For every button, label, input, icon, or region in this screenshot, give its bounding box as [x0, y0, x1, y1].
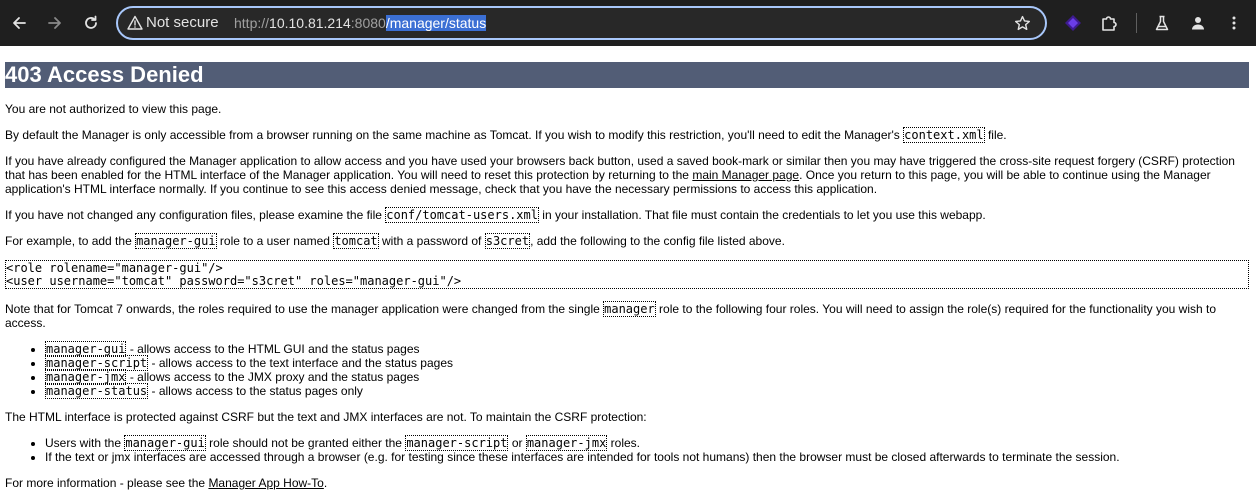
- extensions-menu-button[interactable]: [1097, 11, 1121, 35]
- role-description: - allows access to the text interface and the status pages: [148, 356, 453, 370]
- manager-gui-code: manager-gui: [136, 234, 216, 248]
- security-status-label[interactable]: Not secure: [146, 14, 219, 31]
- role-description: - allows access to the HTML GUI and the status pages: [126, 342, 420, 356]
- role-code: manager-status: [46, 384, 148, 398]
- paragraph-text: , add the following to the config file listed above.: [530, 234, 785, 248]
- address-bar[interactable]: [116, 6, 1047, 40]
- profile-button[interactable]: [1186, 11, 1210, 35]
- purple-extension-icon: [1064, 14, 1082, 32]
- paragraph-text: file.: [984, 128, 1007, 142]
- paragraph-text: with a password of: [378, 234, 485, 248]
- manager-gui-code: manager-gui: [125, 436, 205, 450]
- list-item: • If the text or jmx interfaces are accessed through a browser (e.g. for testing since these interfaces are intended for tools not humans) then the browser must be closed afterwards to terminate the session.: [45, 450, 1245, 464]
- manager-role-code: manager: [604, 302, 655, 316]
- reload-icon: [83, 15, 99, 31]
- paragraph-text: .: [323, 476, 328, 490]
- url-text[interactable]: [234, 15, 486, 31]
- page-title: 403 Access Denied: [5, 62, 1249, 88]
- url-host: 10.10.81.214: [269, 15, 351, 31]
- tomcat-users-xml-code: conf/tomcat-users.xml: [386, 208, 538, 222]
- paragraph-text: role to a user named: [216, 234, 334, 248]
- code-line: <role rolename="manager-gui"/>: [6, 261, 223, 275]
- flask-icon: [1154, 15, 1170, 31]
- role-description: - allows access to the JMX proxy and the status pages: [126, 370, 420, 384]
- item-text: or: [508, 436, 526, 450]
- paragraph-text: application's HTML interface normally. If you continue to see this access denied message, check that you have the necessary permissions to access this application.: [5, 182, 878, 196]
- role-code: manager-jmx: [46, 370, 126, 384]
- page-content: [0, 46, 1256, 495]
- list-item: [45, 370, 1245, 384]
- csrf-protection-paragraph: The HTML interface is protected against CSRF but the text and JMX interfaces are not. To maintain the CSRF protection:: [5, 410, 647, 424]
- item-text: role should not be granted either the: [205, 436, 406, 450]
- password-code: s3cret: [485, 234, 530, 248]
- role-code: manager-script: [46, 356, 148, 370]
- reload-button[interactable]: [77, 9, 105, 37]
- labs-button[interactable]: [1150, 11, 1174, 35]
- paragraph-text: . Once you return to this page, you will be able to continue using the Manager: [799, 168, 1211, 182]
- paragraph-text: For more information - please see the: [5, 476, 209, 490]
- role-description: - allows access to the status pages only: [148, 384, 363, 398]
- browser-toolbar: [0, 0, 1256, 46]
- puzzle-icon: [1100, 14, 1118, 32]
- paragraph-text: access.: [5, 316, 46, 330]
- back-button[interactable]: [5, 9, 33, 37]
- manager-jmx-code: manager-jmx: [526, 436, 607, 450]
- forward-button[interactable]: [41, 9, 69, 37]
- main-manager-page-link[interactable]: main Manager page: [692, 168, 800, 182]
- paragraph-text: Note that for Tomcat 7 onwards, the roles required to use the manager application were changed from the single: [5, 302, 604, 316]
- list-item: [45, 356, 1245, 370]
- toolbar-divider: [1136, 13, 1137, 33]
- paragraph-text: If you have already configured the Manager application to allow access and you have used your browsers back button, used a saved book-mark or similar then you may have triggered the cross-site request forgery (CSRF) protection: [5, 154, 1235, 168]
- manager-howto-link[interactable]: Manager App How-To: [208, 476, 324, 490]
- url-scheme: http://: [234, 15, 270, 31]
- paragraph-text: that has been enabled for the HTML interface of the Manager application. You will need to reset this protection by returning to the: [5, 168, 693, 182]
- example-paragraph: [5, 234, 1245, 248]
- warning-icon: [127, 15, 143, 31]
- default-access-paragraph: [5, 128, 1245, 142]
- paragraph-text: By default the Manager is only accessible from a browser running on the same machine as Tomcat. If you wish to modify this restriction, you'll need to edit the Manager's: [5, 128, 904, 142]
- item-text: Users with the: [45, 436, 125, 450]
- paragraph-text: If you have not changed any configuration files, please examine the file: [5, 208, 386, 222]
- roles-list: [5, 342, 1245, 398]
- list-item: [45, 384, 1245, 398]
- item-text: roles.: [607, 436, 640, 450]
- person-icon: [1190, 15, 1206, 31]
- code-line: <user username="tomcat" password="s3cret" roles="manager-gui"/>: [6, 274, 462, 288]
- more-info-paragraph: [5, 476, 1245, 490]
- bookmark-star-icon[interactable]: [1014, 15, 1031, 32]
- arrow-right-icon: [47, 15, 63, 31]
- csrf-rules-list: [5, 436, 1245, 464]
- context-xml-code: context.xml: [904, 128, 984, 142]
- username-code: tomcat: [334, 234, 378, 248]
- list-item: [45, 436, 1245, 450]
- url-port: :8080: [350, 15, 386, 31]
- manager-script-code: manager-script: [406, 436, 508, 450]
- extension-button[interactable]: [1061, 11, 1085, 35]
- list-item: [45, 342, 1245, 356]
- not-authorized-text: You are not authorized to view this page.: [5, 102, 222, 116]
- config-files-paragraph: [5, 208, 1245, 222]
- kebab-menu-icon: [1226, 15, 1242, 31]
- arrow-left-icon: [11, 15, 27, 31]
- paragraph-text: role to the following four roles. You will need to assign the role(s) required for the functionality you wish to: [655, 302, 1217, 316]
- csrf-paragraph: [5, 154, 1245, 196]
- paragraph-text: in your installation. That file must contain the credentials to let you use this webapp.: [538, 208, 986, 222]
- url-path-selected: /manager/status: [385, 15, 487, 31]
- config-code-block: [5, 260, 1249, 289]
- role-code: manager-gui: [46, 342, 126, 356]
- menu-button[interactable]: [1222, 11, 1246, 35]
- roles-note-paragraph: [5, 302, 1245, 330]
- paragraph-text: For example, to add the: [5, 234, 136, 248]
